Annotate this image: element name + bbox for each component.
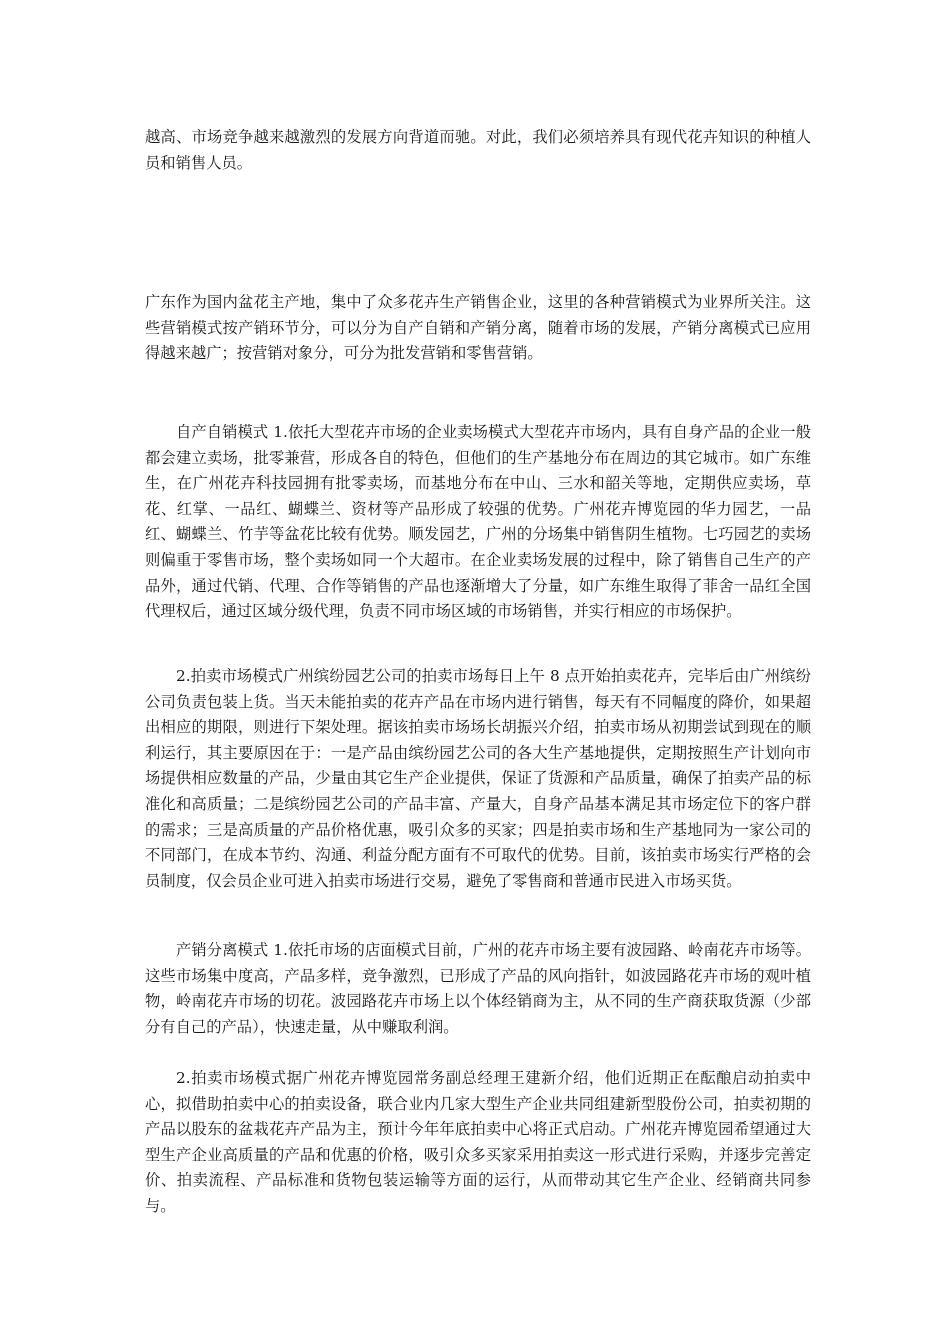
- paragraph-intro: 广东作为国内盆花主产地，集中了众多花卉生产销售企业，这里的各种营销模式为业界所关注。这些营销模式按产销环节分，可以分为自产自销和产销分离，随着市场的发展，产销分离模式已应用得越来越广；按营销对象分，可分为批发营销和零售营销。: [145, 293, 811, 363]
- paragraph-separation-auction-model: 2.拍卖市场模式据广州花卉博览园常务副总经理王建新介绍，他们近期正在酝酿启动拍卖中心，拟借助拍卖中心的拍卖设备，联合业内几家大型生产企业共同组建新型股份公司，拍卖初期的产品以股东的盆栽花卉产品为主，预计今年年底拍卖中心将正式启动。广州花卉博览园希望通过大型生产企业高质量的产品和优惠的价格，吸引众多买家采用拍卖这一形式进行采购，并逐步完善定价、拍卖流程、产品标准和货物包装运输等方面的运行，从而带动其它生产企业、经销商共同参与。: [145, 1069, 811, 1215]
- paragraph-self-production-store-model: 自产自销模式 1.依托大型花卉市场的企业卖场模式大型花卉市场内，具有自身产品的企业一般都会建立卖场，批零兼营，形成各自的特色，但他们的生产基地分布在周边的其它城市。如广东维生，在广州花卉科技园拥有批零卖场，而基地分布在中山、三水和韶关等地，定期供应卖场，草花、红掌、一品红、蝴蝶兰、资材等产品形成了较强的优势。广州花卉博览园的华力园艺，一品红、蝴蝶兰、竹芋等盆花比较有优势。顺发园艺，广州的分场集中销售阴生植物。七巧园艺的卖场则偏重于零售市场，整个卖场如同一个大超市。在企业卖场发展的过程中，除了销售自己生产的产品外，通过代销、代理、合作等销售的产品也逐渐增大了分量，如广东维生取得了菲舍一品红全国代理权后，通过区域分级代理，负责不同市场区域的市场销售，并实行相应的市场保护。: [145, 423, 811, 621]
- paragraph-auction-market-model: 2.拍卖市场模式广州缤纷园艺公司的拍卖市场每日上午 8 点开始拍卖花卉，完毕后由广州缤纷公司负责包装上货。当天未能拍卖的花卉产品在市场内进行销售，每天有不同幅度的降价，如果超出相应的期限，则进行下架处理。据该拍卖市场场长胡振兴介绍，拍卖市场从初期尝试到现在的顺利运行，其主要原因在于：一是产品由缤纷园艺公司的各大生产基地提供，定期按照生产计划向市场提供相应数量的产品，少量由其它生产企业提供，保证了货源和产品质量，确保了拍卖产品的标准化和高质量；二是缤纷园艺公司的产品丰富、产量大，自身产品基本满足其市场定位下的客户群的需求；三是高质量的产品价格优惠，吸引众多的买家；四是拍卖市场和生产基地同为一家公司的不同部门，在成本节约、沟通、利益分配方面有不可取代的优势。目前，该拍卖市场实行严格的会员制度，仅会员企业可进入拍卖市场进行交易，避免了零售商和普通市民进入市场买货。: [145, 667, 811, 890]
- paragraph-continuation: 越高、市场竞争越来越激烈的发展方向背道而驰。对此，我们必须培养具有现代花卉知识的种植人员和销售人员。: [145, 128, 811, 172]
- paragraph-separation-storefront-model: 产销分离模式 1.依托市场的店面模式目前，广州的花卉市场主要有波园路、岭南花卉市场等。这些市场集中度高，产品多样，竞争激烈，已形成了产品的风向指针，如波园路花卉市场的观叶植物，岭南花卉市场的切花。波园路花卉市场上以个体经销商为主，从不同的生产商获取货源（少部分有自己的产品），快速走量，从中赚取利润。: [145, 941, 811, 1036]
